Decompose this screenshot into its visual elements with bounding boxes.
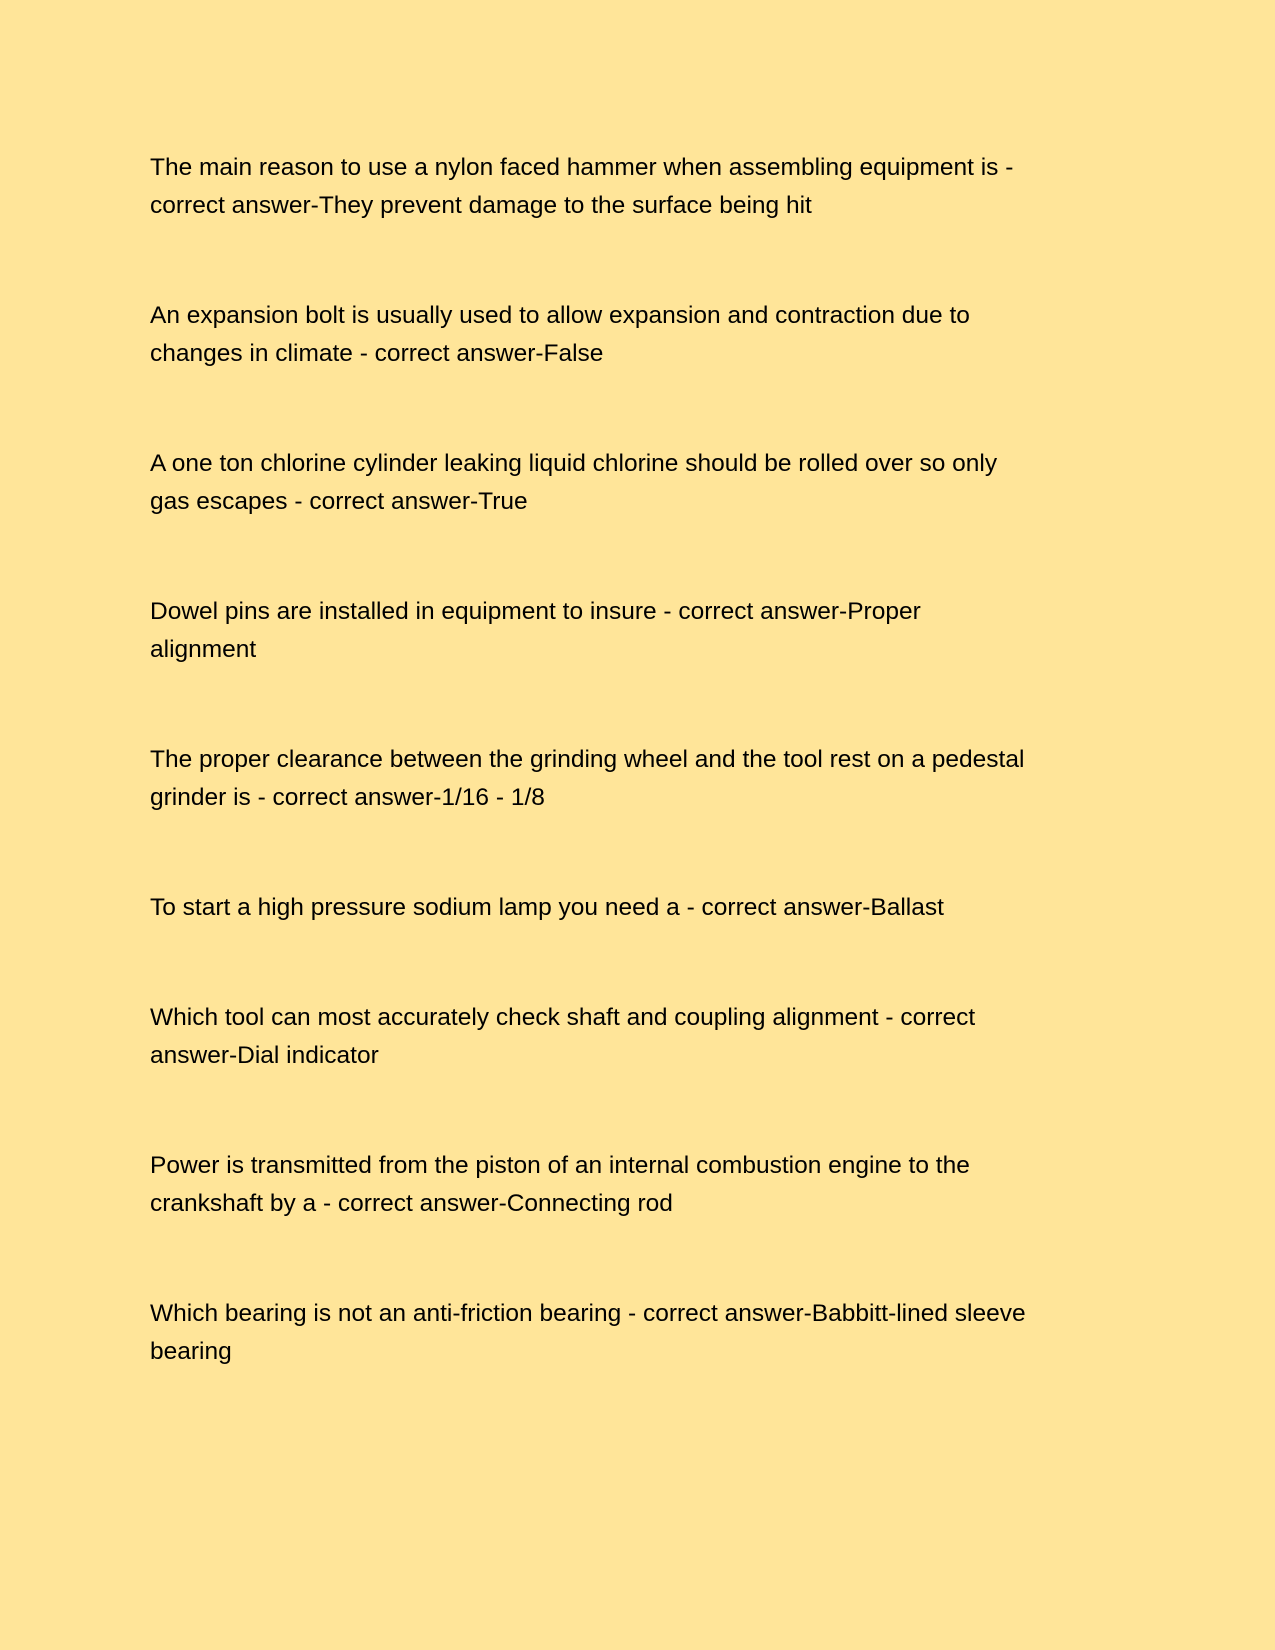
text-line: Which tool can most accurately check shaft and coupling alignment - correct bbox=[150, 1004, 976, 1031]
question-answer-item bbox=[150, 149, 1150, 225]
text-line: grinder is - correct answer-1/16 - 1/8 bbox=[150, 784, 545, 811]
text-line: The main reason to use a nylon faced hammer when assembling equipment is - bbox=[150, 154, 1014, 181]
text-line: correct answer-They prevent damage to the surface being hit bbox=[150, 192, 812, 219]
question-answer-item bbox=[150, 999, 1150, 1075]
question-answer-item bbox=[150, 741, 1150, 817]
question-answer-item bbox=[150, 1295, 1150, 1371]
text-line: Power is transmitted from the piston of an internal combustion engine to the bbox=[150, 1152, 970, 1179]
text-line: An expansion bolt is usually used to allow expansion and contraction due to bbox=[150, 302, 970, 329]
document-body bbox=[150, 149, 1150, 1443]
question-answer-item bbox=[150, 445, 1150, 521]
text-line: Which bearing is not an anti-friction bearing - correct answer-Babbitt-lined sleeve bbox=[150, 1300, 1026, 1327]
text-line: crankshaft by a - correct answer-Connecting rod bbox=[150, 1190, 673, 1217]
text-line: To start a high pressure sodium lamp you need a - correct answer-Ballast bbox=[150, 894, 944, 921]
text-line: changes in climate - correct answer-False bbox=[150, 340, 604, 367]
question-answer-item bbox=[150, 1147, 1150, 1223]
text-line: answer-Dial indicator bbox=[150, 1042, 379, 1069]
text-line: gas escapes - correct answer-True bbox=[150, 488, 528, 515]
question-answer-item bbox=[150, 889, 1150, 927]
question-answer-item bbox=[150, 297, 1150, 373]
question-answer-item bbox=[150, 593, 1150, 669]
text-line: alignment bbox=[150, 636, 257, 663]
text-line: The proper clearance between the grinding wheel and the tool rest on a pedestal bbox=[150, 746, 1025, 773]
text-line: Dowel pins are installed in equipment to insure - correct answer-Proper bbox=[150, 598, 921, 625]
text-line: bearing bbox=[150, 1338, 232, 1365]
text-line: A one ton chlorine cylinder leaking liquid chlorine should be rolled over so only bbox=[150, 450, 998, 477]
